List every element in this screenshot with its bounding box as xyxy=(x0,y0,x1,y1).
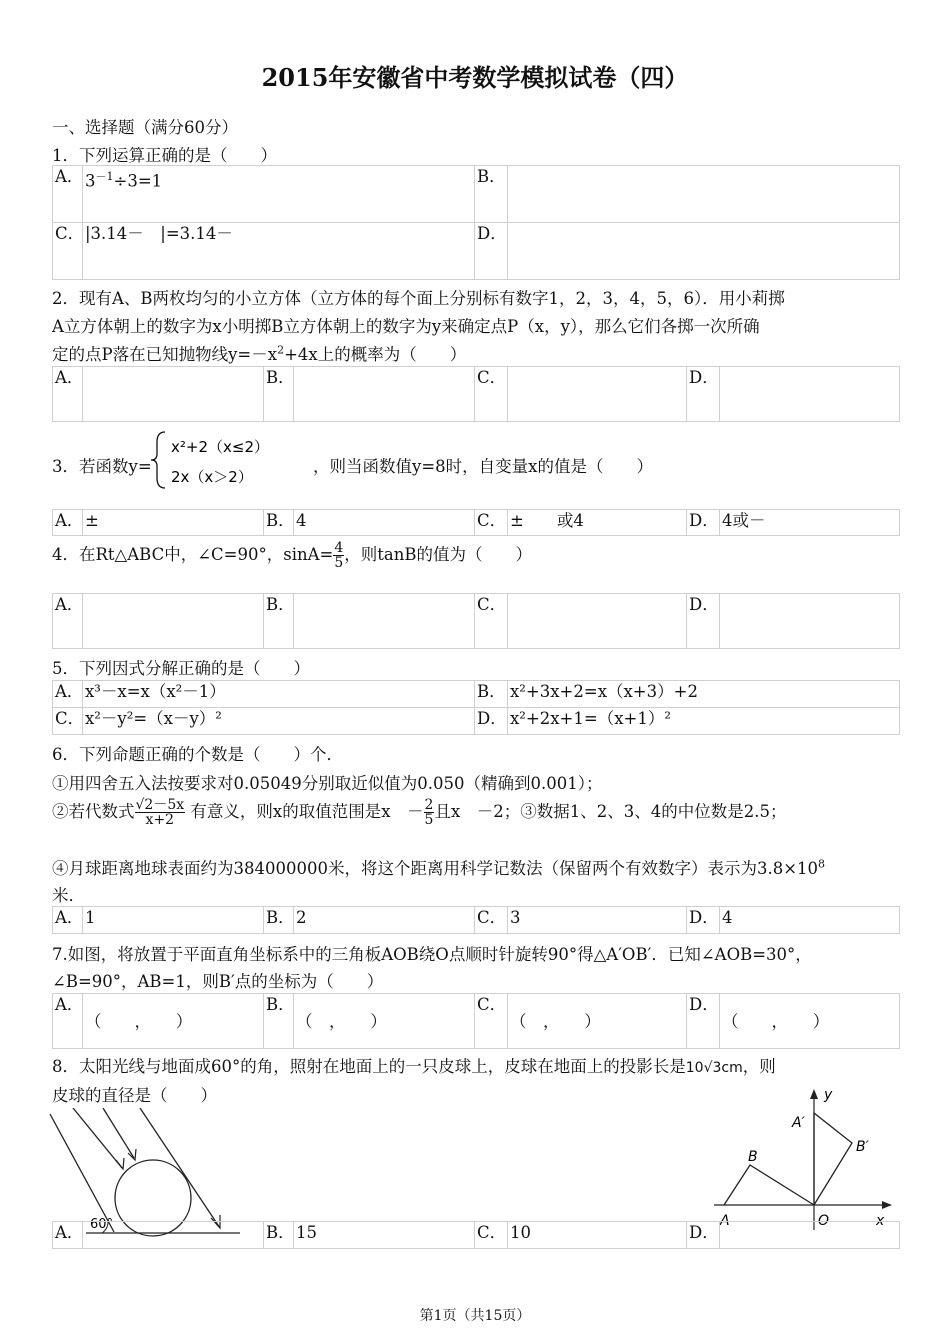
q2-option-d xyxy=(720,367,900,422)
q5-stem: 5．下列因式分解正确的是（ ） xyxy=(52,659,310,678)
option-label-b: B． xyxy=(264,994,294,1049)
fraction: $\frac{2}{5}$ xyxy=(424,797,434,828)
point-b-label: B xyxy=(748,1149,758,1165)
piecewise-brace-image xyxy=(143,428,283,492)
q2-line3: 定的点P落在已知抛物线$y=-x^2+4x$上的概率为（ ） xyxy=(52,343,467,364)
q4-options xyxy=(52,593,900,649)
q8-option-a xyxy=(83,1222,264,1249)
q5-option-d: x²+2x+1=（x+1）² xyxy=(508,708,900,735)
option-label-b: B． xyxy=(264,594,294,649)
option-label-c: C． xyxy=(53,223,83,280)
option-label-c: C． xyxy=(475,594,508,649)
q8-options xyxy=(52,1221,900,1249)
option-label-d: D． xyxy=(475,708,508,735)
option-label-d: D． xyxy=(687,510,720,536)
option-label-a: A． xyxy=(53,510,83,536)
section-heading: 一、选择题（满分60分） xyxy=(52,118,238,137)
q5-option-a: x³－x=x（x²－1） xyxy=(83,681,475,708)
q2-options xyxy=(52,366,900,422)
piecewise-case-1: x²+2（x≤2） xyxy=(171,438,269,456)
radical-fraction: $\frac{√2-5x}{x+2}$ xyxy=(135,797,185,828)
q1-options xyxy=(52,165,900,280)
piecewise-case-2: 2x（x＞2） xyxy=(171,468,253,486)
q8-line2: 皮球的直径是（ ） xyxy=(52,1086,217,1105)
q7-option-b: （ ， ） xyxy=(294,994,475,1049)
q1-stem: 1．下列运算正确的是（ ） xyxy=(52,146,277,165)
q7-line1: 7.如图，将放置于平面直角坐标系中的三角板AOB绕O点顺时针旋转90°得△A′OB′．已知∠AOB=30°， xyxy=(52,945,812,964)
q4-option-c xyxy=(508,594,687,649)
q6-stem: 6．下列命题正确的个数是（ ）个． xyxy=(52,745,343,764)
q5-option-b: x²+3x+2=x（x+3）+2 xyxy=(508,681,900,708)
q5-option-c: x²－y²=（x－y）² xyxy=(83,708,475,735)
option-label-d: D． xyxy=(687,994,720,1049)
option-label-a: A． xyxy=(53,367,83,422)
q3-prefix: 3．若函数y= xyxy=(52,457,152,476)
option-label-b: B． xyxy=(264,1222,294,1249)
point-b-prime-label: B′ xyxy=(856,1139,869,1155)
q6-item-2: ②若代数式 $\frac{√2-5x}{x+2}$ 有意义，则x的取值范围是x － $\frac{2}{5}$ 且x －2；③数据1、2、3、4的中位数是2.5； xyxy=(52,797,787,828)
option-label-d: D． xyxy=(687,367,720,422)
page-title: 2015年安徽省中考数学模拟试卷（四） xyxy=(261,63,689,92)
q3-option-b: 4 xyxy=(294,510,475,536)
coordinate-figure xyxy=(706,1085,902,1235)
option-label-a: A． xyxy=(53,1222,83,1249)
option-label-c: C． xyxy=(475,1222,508,1249)
option-label-c: C． xyxy=(475,510,508,536)
option-label-d: D． xyxy=(687,594,720,649)
q4-option-d xyxy=(720,594,900,649)
q6-option-d: 4 xyxy=(720,907,900,934)
q8-option-d xyxy=(720,1222,900,1249)
q6-option-c: 3 xyxy=(508,907,687,934)
option-label-b: B． xyxy=(264,907,294,934)
q7-option-a: （ ， ） xyxy=(83,994,264,1049)
q2-option-b xyxy=(294,367,475,422)
option-label-b: B． xyxy=(264,510,294,536)
q1-option-d xyxy=(508,223,900,280)
q6-item-4-end: 米． xyxy=(52,886,85,905)
option-label-a: A． xyxy=(53,907,83,934)
point-a-label: A xyxy=(720,1213,730,1229)
q6-item-1: ①用四舍五入法按要求对0.05049分别取近似值为0.050（精确到0.001）； xyxy=(52,774,603,793)
fraction: $\frac{4}{5}$ xyxy=(334,540,344,571)
q3-option-a: ± xyxy=(83,510,264,536)
option-label-d: D． xyxy=(475,223,508,280)
option-label-c: C． xyxy=(475,907,508,934)
q4-stem: 4．在Rt△ABC中，∠C=90°，sinA= $\frac{4}{5}$ ，则tanB的值为（ ） xyxy=(52,540,533,571)
origin-label: O xyxy=(818,1213,830,1229)
q7-option-d: （ ， ） xyxy=(720,994,900,1049)
q2-line1: 2．现有A、B两枚均匀的小立方体（立方体的每个面上分别标有数字1，2，3，4，5，6）．用小莉掷 xyxy=(52,289,785,308)
y-axis-label: y xyxy=(824,1087,833,1103)
option-label-c: C． xyxy=(475,994,508,1049)
q6-option-b: 2 xyxy=(294,907,475,934)
q2-option-c xyxy=(508,367,687,422)
x-axis-label: x xyxy=(876,1213,885,1229)
option-label-c: C． xyxy=(53,708,83,735)
option-label-a: A． xyxy=(53,166,83,223)
q1-option-c: |3.14－ |=3.14－ xyxy=(83,223,475,280)
option-label-a: A． xyxy=(53,994,83,1049)
q8-option-b: 15 xyxy=(294,1222,475,1249)
q3-suffix: ，则当函数值y=8时，自变量x的值是（ ） xyxy=(313,457,653,476)
q7-options xyxy=(52,993,900,1049)
q8-option-c: 10 xyxy=(508,1222,687,1249)
page-footer: 第1页（共15页） xyxy=(419,1308,531,1324)
q5-options xyxy=(52,680,900,735)
option-label-b: B． xyxy=(475,681,508,708)
option-label-b: B． xyxy=(475,166,508,223)
q1-option-b xyxy=(508,166,900,223)
q7-line2: ∠B=90°，AB=1，则B′点的坐标为（ ） xyxy=(52,972,384,991)
q7-option-c: （ ， ） xyxy=(508,994,687,1049)
option-label-d: D． xyxy=(687,1222,720,1249)
q4-option-a xyxy=(83,594,264,649)
q4-option-b xyxy=(294,594,475,649)
q3-options xyxy=(52,509,900,536)
q2-line2: A立方体朝上的数字为x小明掷B立方体朝上的数字为y来确定点P（x，y），那么它们各掷一次所确 xyxy=(52,317,760,336)
q3-option-c: ± 或4 xyxy=(508,510,687,536)
point-a-prime-label: A′ xyxy=(792,1115,805,1131)
option-label-d: D． xyxy=(687,907,720,934)
option-label-c: C． xyxy=(475,367,508,422)
q6-item-4: ④月球距离地球表面约为384000000米，将这个距离用科学记数法（保留两个有效数字）表示为$3.8\times 10^8$ xyxy=(52,857,826,878)
q6-option-a: 1 xyxy=(83,907,264,934)
option-label-b: B． xyxy=(264,367,294,422)
q6-options xyxy=(52,906,900,934)
q2-option-a xyxy=(83,367,264,422)
q3-option-d: 4或－ xyxy=(720,510,900,536)
option-label-a: A． xyxy=(53,594,83,649)
angle-label: 60° xyxy=(90,1217,114,1232)
q1-option-a: $3^{-1}\div 3=1$ xyxy=(83,166,475,223)
projection-length: 10√3cm xyxy=(685,1060,743,1076)
q8-line1: 8．太阳光线与地面成60°的角，照射在地面上的一只皮球上，皮球在地面上的投影长是10√3cm，则 xyxy=(52,1057,776,1076)
option-label-a: A． xyxy=(53,681,83,708)
